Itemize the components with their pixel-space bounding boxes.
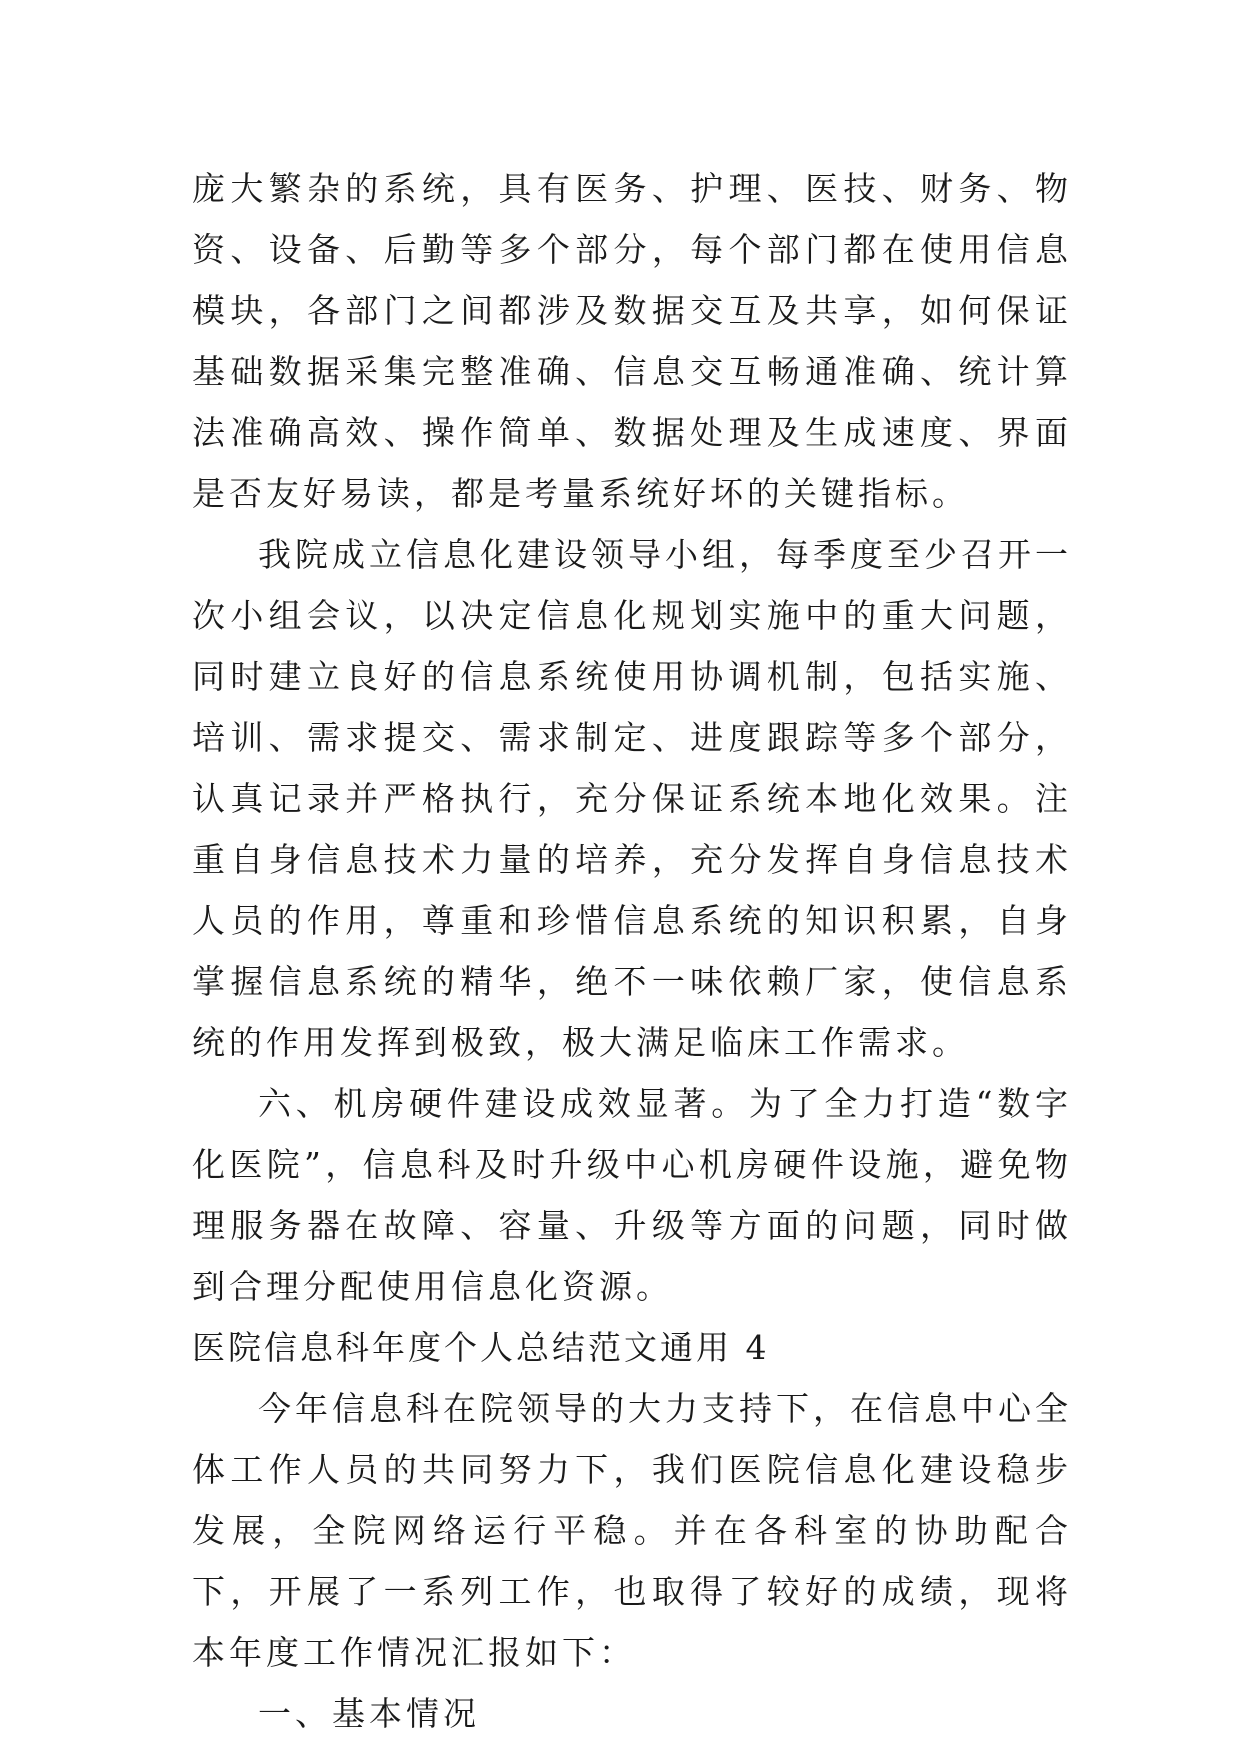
paragraph-5: 一、基本情况 <box>258 1694 480 1733</box>
paragraph-1: 庞大繁杂的系统，具有医务、护理、医技、财务、物资、设备、后勤等多个部分，每个部门都在使用信息模块，各部门之间都涉及数据交互及共享，如何保证基础数据采集完整准确、信息交互畅通准确、统计算法准确高效、操作简单、数据处理及生成速度、界面是否友好易读，都是考量系统好坏的关键指标。 <box>192 169 1072 513</box>
section-heading: 医院信息科年度个人总结范文通用 4 <box>192 1328 770 1367</box>
paragraph-4: 今年信息科在院领导的大力支持下，在信息中心全体工作人员的共同努力下，我们医院信息化建设稳步发展，全院网络运行平稳。并在各科室的协助配合下，开展了一系列工作，也取得了较好的成绩，现将本年度工作情况汇报如下： <box>192 1389 1072 1672</box>
paragraph-2: 我院成立信息化建设领导小组，每季度至少召开一次小组会议，以决定信息化规划实施中的重大问题，同时建立良好的信息系统使用协调机制，包括实施、培训、需求提交、需求制定、进度跟踪等多个部分，认真记录并严格执行，充分保证系统本地化效果。注重自身信息技术力量的培养，充分发挥自身信息技术人员的作用，尊重和珍惜信息系统的知识积累，自身掌握信息系统的精华，绝不一味依赖厂家，使信息系统的作用发挥到极致，极大满足临床工作需求。 <box>192 535 1072 1062</box>
paragraph-3: 六、机房硬件建设成效显著。为了全力打造“数字化医院”，信息科及时升级中心机房硬件设施，避免物理服务器在故障、容量、升级等方面的问题，同时做到合理分配使用信息化资源。 <box>192 1084 1072 1306</box>
document-body <box>192 158 1072 1744</box>
